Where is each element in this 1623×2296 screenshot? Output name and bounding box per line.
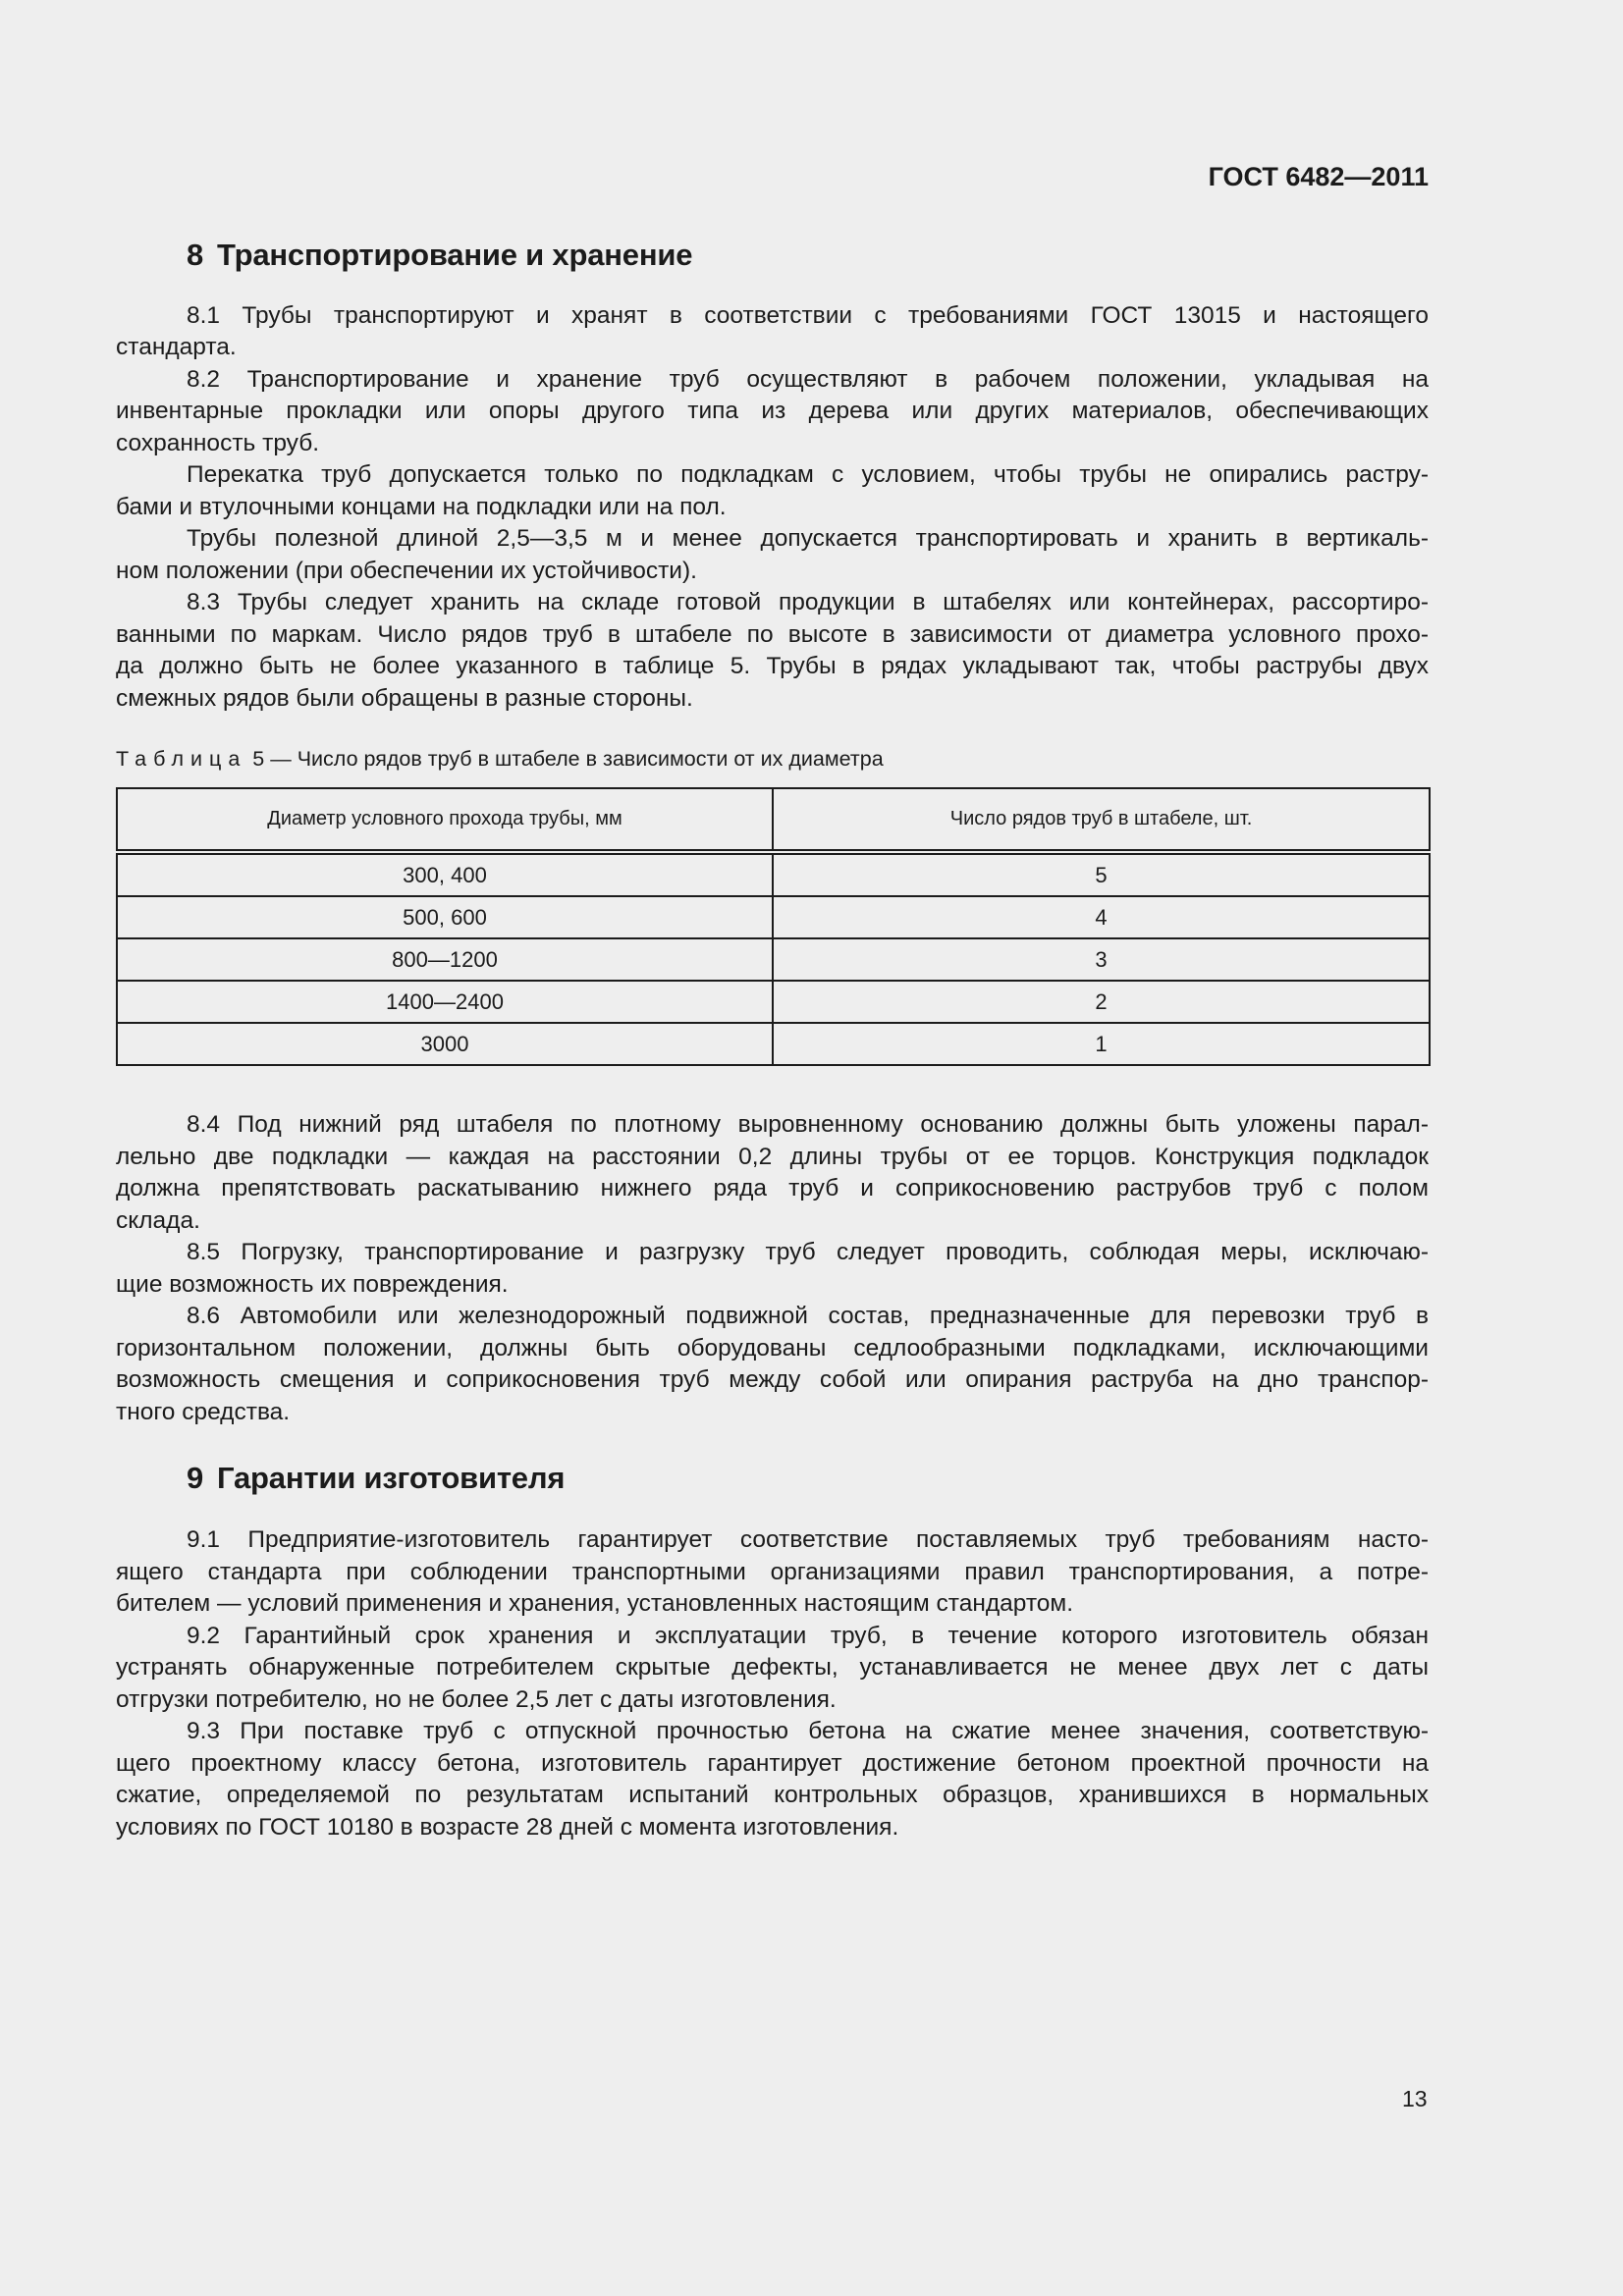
paragraph-9-1-line: 9.1 Предприятие-изготовитель гарантирует соответствие поставляемых труб требованиям насто- — [187, 1526, 1429, 1553]
paragraph-9-2-line: отгрузки потребителю, но не более 2,5 лет с даты изготовления. — [116, 1686, 837, 1713]
table-row — [117, 981, 1430, 1023]
paragraph-vertical-line: Трубы полезной длиной 2,5—3,5 м и менее допускается транспортировать и хранить в вертикаль- — [187, 525, 1429, 552]
table-caption-label: Таблица — [116, 747, 247, 771]
cell-rows: 5 — [773, 852, 1430, 896]
cell-rows: 3 — [773, 938, 1430, 981]
table-5 — [116, 787, 1431, 1066]
paragraph-8-2-line: сохранность труб. — [116, 430, 320, 456]
section-title: Транспортирование и хранение — [217, 238, 693, 272]
paragraph-9-1-line: ящего стандарта при соблюдении транспортными организациями правил транспортирования, а потре- — [116, 1559, 1429, 1585]
section-title: Гарантии изготовителя — [217, 1461, 566, 1495]
paragraph-8-5-line: щие возможность их повреждения. — [116, 1271, 509, 1298]
table-caption — [116, 746, 884, 772]
paragraph-8-4-line: лельно две подкладки — каждая на расстоянии 0,2 длины трубы от ее торцов. Конструкция подкладок — [116, 1144, 1429, 1170]
table-row — [117, 938, 1430, 981]
cell-rows: 1 — [773, 1023, 1430, 1065]
paragraph-8-4-line: должна препятствовать раскатыванию нижнего ряда труб и соприкосновению раструбов труб с полом — [116, 1175, 1429, 1201]
paragraph-8-2-line: 8.2 Транспортирование и хранение труб осуществляют в рабочем положении, укладывая на — [187, 366, 1429, 393]
paragraph-8-3-line: да должно быть не более указанного в таблице 5. Трубы в рядах укладывают так, чтобы раструбы двух — [116, 653, 1429, 679]
section-9-heading — [187, 1461, 565, 1496]
paragraph-rolling-line: бами и втулочными концами на подкладки или на пол. — [116, 494, 727, 520]
cell-diameter: 3000 — [117, 1023, 773, 1065]
paragraph-8-6-line: 8.6 Автомобили или железнодорожный подвижной состав, предназначенные для перевозки труб в — [187, 1303, 1429, 1329]
column-header-diameter: Диаметр условного прохода трубы, мм — [117, 788, 773, 852]
paragraph-9-3-line: 9.3 При поставке труб с отпускной прочностью бетона на сжатие менее значения, соответствую- — [187, 1718, 1429, 1744]
cell-diameter: 300, 400 — [117, 852, 773, 896]
paragraph-8-2-line: инвентарные прокладки или опоры другого типа из дерева или других материалов, обеспечивающих — [116, 398, 1429, 424]
document-code: ГОСТ 6482—2011 — [1208, 162, 1429, 191]
paragraph-vertical-line: ном положении (при обеспечении их устойчивости). — [116, 558, 697, 584]
cell-rows: 4 — [773, 896, 1430, 938]
paragraph-8-3-line: смежных рядов были обращены в разные стороны. — [116, 685, 693, 712]
paragraph-8-3-line: 8.3 Трубы следует хранить на складе готовой продукции в штабелях или контейнерах, рассортиро- — [187, 589, 1429, 615]
paragraph-8-6-line: горизонтальном положении, должны быть оборудованы седлообразными подкладками, исключающими — [116, 1335, 1429, 1362]
table-row — [117, 852, 1430, 896]
paragraph-9-2-line: 9.2 Гарантийный срок хранения и эксплуатации труб, в течение которого изготовитель обязан — [187, 1623, 1429, 1649]
paragraph-9-2-line: устранять обнаруженные потребителем скрытые дефекты, устанавливается не менее двух лет с даты — [116, 1654, 1429, 1681]
table-row — [117, 896, 1430, 938]
paragraph-9-3-line: сжатие, определяемой по результатам испытаний контрольных образцов, хранившихся в нормальных — [116, 1782, 1429, 1808]
paragraph-8-3-line: ванными по маркам. Число рядов труб в штабеле по высоте в зависимости от диаметра условного прохо- — [116, 621, 1429, 648]
paragraph-8-6-line: возможность смещения и соприкосновения труб между собой или опирания раструба на дно транспор- — [116, 1366, 1429, 1393]
paragraph-8-6-line: тного средства. — [116, 1399, 291, 1425]
paragraph-8-4-line: склада. — [116, 1207, 200, 1234]
paragraph-9-3-line: щего проектному классу бетона, изготовитель гарантирует достижение бетоном проектной прочности на — [116, 1750, 1429, 1777]
cell-diameter: 500, 600 — [117, 896, 773, 938]
table-header-row — [117, 788, 1430, 852]
section-number: 8 — [187, 238, 204, 272]
paragraph-rolling-line: Перекатка труб допускается только по подкладкам с условием, чтобы трубы не опирались растру- — [187, 461, 1429, 488]
page-number: 13 — [1402, 2086, 1428, 2111]
paragraph-8-1-line: 8.1 Трубы транспортируют и хранят в соответствии с требованиями ГОСТ 13015 и настоящего — [187, 302, 1429, 329]
section-8-heading — [187, 238, 692, 273]
cell-diameter: 800—1200 — [117, 938, 773, 981]
table-caption-text: 5 — Число рядов труб в штабеле в зависимости от их диаметра — [246, 747, 884, 771]
paragraph-8-5-line: 8.5 Погрузку, транспортирование и разгрузку труб следует проводить, соблюдая меры, исключаю- — [187, 1239, 1429, 1265]
cell-diameter: 1400—2400 — [117, 981, 773, 1023]
paragraph-9-3-line: условиях по ГОСТ 10180 в возрасте 28 дней с момента изготовления. — [116, 1814, 899, 1841]
paragraph-9-1-line: бителем — условий применения и хранения, установленных настоящим стандартом. — [116, 1590, 1074, 1617]
column-header-rows: Число рядов труб в штабеле, шт. — [773, 788, 1430, 852]
section-number: 9 — [187, 1461, 204, 1495]
cell-rows: 2 — [773, 981, 1430, 1023]
paragraph-8-1-line: стандарта. — [116, 334, 237, 360]
paragraph-8-4-line: 8.4 Под нижний ряд штабеля по плотному выровненному основанию должны быть уложены парал- — [187, 1111, 1429, 1138]
table-row — [117, 1023, 1430, 1065]
